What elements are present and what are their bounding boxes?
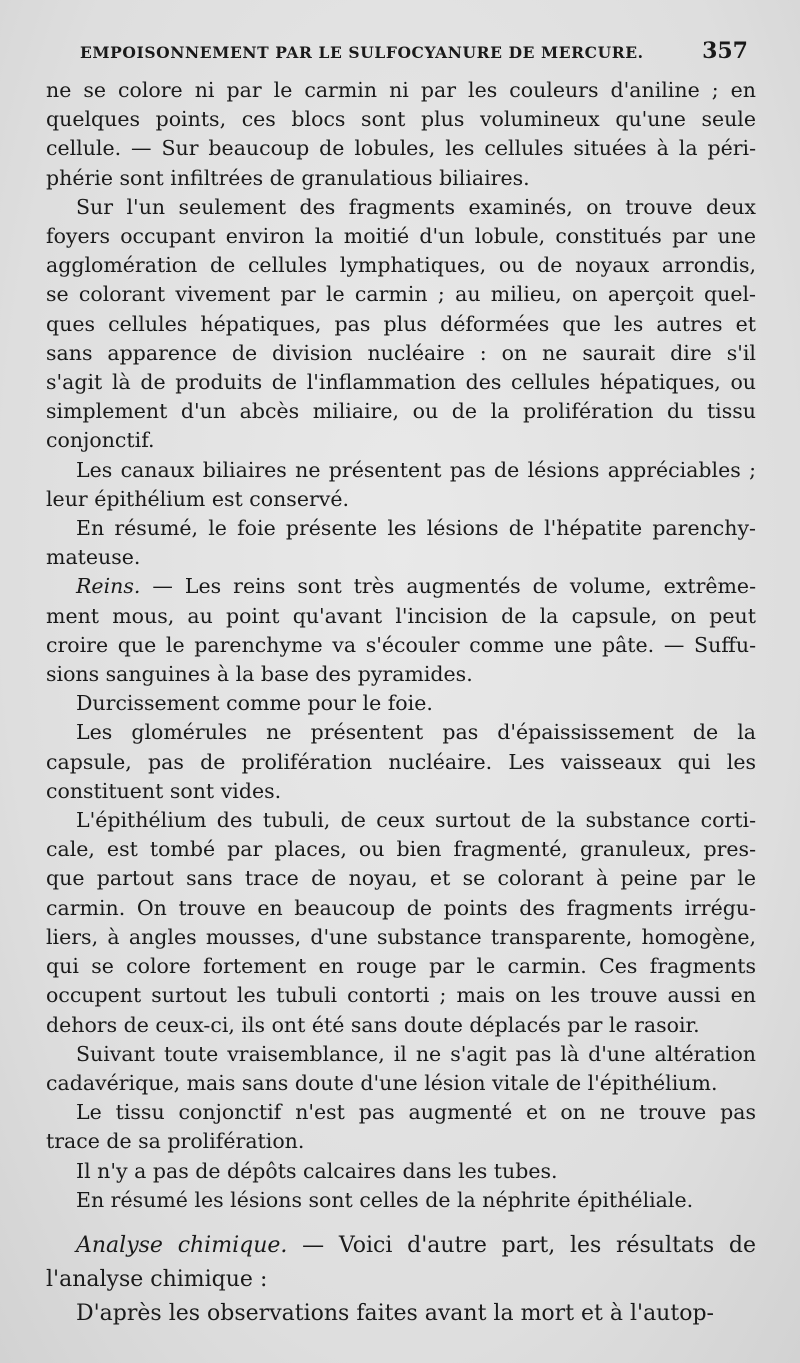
line-text: qui se colore fortement en rouge par le carmin. Ces fragments xyxy=(46,954,756,979)
text-line xyxy=(46,981,756,1010)
page-body-large xyxy=(46,1229,756,1331)
line-text: dehors de ceux-ci, ils ont été sans doute déplacés par le rasoir. xyxy=(46,1012,700,1037)
line-text: se colorant vivement par le carmin ; au milieu, on aperçoit quel- xyxy=(46,282,756,307)
line-text: occupent surtout les tubuli contorti ; mais on les trouve aussi en xyxy=(46,983,756,1008)
text-line xyxy=(46,689,756,718)
text-line xyxy=(46,572,756,601)
text-line xyxy=(46,1263,756,1297)
text-line xyxy=(46,1127,756,1156)
text-line xyxy=(46,485,756,514)
line-text: mateuse. xyxy=(46,545,141,570)
text-line xyxy=(46,952,756,981)
text-line xyxy=(46,134,756,163)
page-number: 357 xyxy=(702,38,748,64)
text-line xyxy=(46,777,756,806)
line-text: leur épithélium est conservé. xyxy=(46,486,349,511)
line-text: ment mous, au point qu'avant l'incision de la capsule, on peut xyxy=(46,603,756,628)
paragraph xyxy=(46,1157,756,1186)
section-lead: Analyse chimique. xyxy=(76,1233,288,1258)
paragraph xyxy=(46,193,756,456)
section-lead: Reins. xyxy=(76,574,141,599)
page-header xyxy=(80,38,748,64)
text-line xyxy=(46,1297,756,1331)
paragraph xyxy=(46,1229,756,1297)
page-body xyxy=(46,76,756,1215)
text-line xyxy=(46,105,756,134)
line-text: Durcissement comme pour le foie. xyxy=(76,691,433,716)
line-text: ne se colore ni par le carmin ni par les couleurs d'aniline ; en xyxy=(46,78,756,102)
text-line xyxy=(46,514,756,543)
line-text: D'après les observations faites avant la mort et à l'autop- xyxy=(76,1301,714,1326)
line-text: capsule, pas de prolifération nucléaire. Les vaisseaux qui les xyxy=(46,749,756,774)
text-line xyxy=(46,164,756,193)
text-line xyxy=(46,748,756,777)
line-text: Le tissu conjonctif n'est pas augmenté et on ne trouve pas xyxy=(76,1100,756,1125)
text-line xyxy=(46,426,756,455)
text-line xyxy=(46,660,756,689)
line-text: Suivant toute vraisemblance, il ne s'agit pas là d'une altération xyxy=(76,1041,756,1066)
text-line xyxy=(46,310,756,339)
line-text: sions sanguines à la base des pyramides. xyxy=(46,662,473,687)
line-text: s'agit là de produits de l'inflammation des cellules hépatiques, ou xyxy=(46,370,756,395)
text-line xyxy=(46,835,756,864)
line-text: Les glomérules ne présentent pas d'épaississement de la xyxy=(76,720,756,745)
line-text: Sur l'un seulement des fragments examinés, on trouve deux xyxy=(76,194,756,219)
line-text: cellule. — Sur beaucoup de lobules, les cellules situées à la péri- xyxy=(46,136,756,161)
text-line xyxy=(46,806,756,835)
line-text: simplement d'un abcès miliaire, ou de la prolifération du tissu xyxy=(46,399,756,424)
line-text: agglomération de cellules lymphatiques, ou de noyaux arrondis, xyxy=(46,253,756,278)
text-line xyxy=(46,193,756,222)
text-line xyxy=(46,631,756,660)
line-text: En résumé les lésions sont celles de la néphrite épithéliale. xyxy=(76,1187,694,1212)
text-line xyxy=(46,368,756,397)
text-line xyxy=(46,222,756,251)
paragraph xyxy=(46,1297,756,1331)
paragraph xyxy=(46,572,756,689)
line-text: cadavérique, mais sans doute d'une lésion vitale de l'épithélium. xyxy=(46,1070,718,1095)
text-line xyxy=(46,1186,756,1215)
line-text: quelques points, ces blocs sont plus volumineux qu'une seule xyxy=(46,107,756,132)
line-text: constituent sont vides. xyxy=(46,778,282,803)
line-text: conjonctif. xyxy=(46,428,155,453)
line-text: Il n'y a pas de dépôts calcaires dans les tubes. xyxy=(76,1158,558,1183)
line-text: que partout sans trace de noyau, et se colorant à peine par le xyxy=(46,866,756,891)
paragraph xyxy=(46,456,756,514)
text-line xyxy=(46,1229,756,1263)
line-text: carmin. On trouve en beaucoup de points des fragments irrégu- xyxy=(46,895,756,920)
running-head: EMPOISONNEMENT PAR LE SULFOCYANURE DE MERCURE. xyxy=(80,43,644,62)
line-text: trace de sa prolifération. xyxy=(46,1129,305,1154)
line-text: — Voici d'autre part, les résultats de xyxy=(287,1233,756,1258)
line-text: liers, à angles mousses, d'une substance transparente, homogène, xyxy=(46,924,756,949)
line-text: foyers occupant environ la moitié d'un lobule, constitués par une xyxy=(46,224,756,249)
line-text: l'analyse chimique : xyxy=(46,1267,268,1292)
text-line xyxy=(46,1157,756,1186)
line-text: L'épithélium des tubuli, de ceux surtout de la substance corti- xyxy=(76,808,756,833)
text-line xyxy=(46,602,756,631)
text-line xyxy=(46,76,756,105)
text-line xyxy=(46,543,756,572)
line-text: cale, est tombé par places, ou bien fragmenté, granuleux, pres- xyxy=(46,837,756,862)
text-line xyxy=(46,280,756,309)
text-line xyxy=(46,1069,756,1098)
paragraph xyxy=(46,76,756,193)
line-text: croire que le parenchyme va s'écouler comme une pâte. — Suffu- xyxy=(46,632,756,657)
text-line xyxy=(46,251,756,280)
text-line xyxy=(46,456,756,485)
line-text: ques cellules hépatiques, pas plus déformées que les autres et xyxy=(46,311,756,336)
text-line xyxy=(46,1098,756,1127)
line-text: En résumé, le foie présente les lésions de l'hépatite parenchy- xyxy=(76,516,756,541)
line-text: sans apparence de division nucléaire : on ne saurait dire s'il xyxy=(46,340,756,365)
paragraph xyxy=(46,1186,756,1215)
paragraph xyxy=(46,1040,756,1098)
text-line xyxy=(46,894,756,923)
text-line xyxy=(46,923,756,952)
paragraph xyxy=(46,806,756,1040)
line-text: — Les reins sont très augmentés de volume, extrême- xyxy=(140,574,756,599)
text-line xyxy=(46,339,756,368)
text-line xyxy=(46,1011,756,1040)
paragraph xyxy=(46,718,756,806)
paragraph xyxy=(46,689,756,718)
text-line xyxy=(46,1040,756,1069)
paragraph xyxy=(46,514,756,572)
paragraph xyxy=(46,1098,756,1156)
line-text: phérie sont infiltrées de granulatious biliaires. xyxy=(46,165,530,190)
line-text: Les canaux biliaires ne présentent pas de lésions appréciables ; xyxy=(76,457,756,482)
text-line xyxy=(46,397,756,426)
text-line xyxy=(46,864,756,893)
text-line xyxy=(46,718,756,747)
